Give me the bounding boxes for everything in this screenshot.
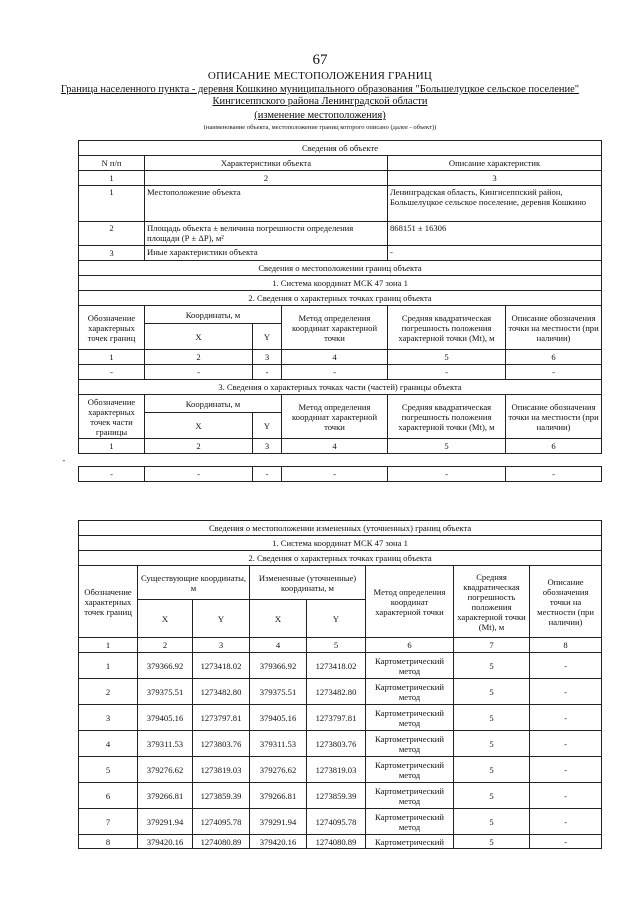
changed-y: 1273797.81 [307,705,366,731]
col-point-header: Обозначение характерных точек границ [79,306,145,350]
point-description: - [530,809,602,835]
changed-section-title: Сведения о местоположении измененных (уточненных) границ объекта [79,521,602,536]
table-row [79,679,602,705]
col-descr-header: Описание обозначения точки на местности (при наличии) [506,395,602,439]
col-method-header: Метод определения координат характерной точки [282,395,388,439]
method: Картометрический метод [366,731,454,757]
col-desc-header: Описание характеристик [388,156,602,171]
object-name-line1: Граница населенного пункта - деревня Кошкино муниципального образования "Большелуцкое сельское поселение" [60,84,580,95]
col-index: 1 [79,350,145,365]
point-number: 8 [79,835,138,849]
empty-cell: - [282,365,388,380]
col-descr-header: Описание обозначения точки на местности (при наличии) [530,566,602,638]
col-index: 6 [366,638,454,653]
col-index: 7 [454,638,530,653]
col-method-header: Метод определения координат характерной точки [366,566,454,638]
gap-dash: - [62,455,66,465]
col-index: 5 [388,439,506,454]
point-number: 2 [79,679,138,705]
table-row [79,365,602,380]
object-section-title: Сведения об объекте [79,141,602,156]
changed-x: 379276.62 [250,757,307,783]
empty-cell: - [145,365,253,380]
existing-x: 379276.62 [138,757,193,783]
col-x-header: X [145,324,253,350]
col-index: 2 [145,439,253,454]
col-changed-header: Измененные (уточненные) координаты, м [250,566,366,600]
col-x-header: X [250,600,307,638]
col-index: 5 [307,638,366,653]
row-characteristic: Площадь объекта ± величина погрешности определения площади (Р ± ΔР), м² [145,222,388,246]
empty-cell: - [506,365,602,380]
col-index: 2 [145,171,388,186]
error: 5 [454,809,530,835]
col-method-header: Метод определения координат характерной точки [282,306,388,350]
empty-cell: - [145,467,253,482]
object-hint: (наименование объекта, местоположение границ которого описано (далее - объект)) [203,124,437,131]
changed-x: 379266.81 [250,783,307,809]
existing-x: 379420.16 [138,835,193,849]
error: 5 [454,835,530,849]
col-y-header: Y [253,413,282,439]
col-error-header: Средняя квадратическая погрешность положения характерной точки (Mt), м [388,395,506,439]
existing-y: 1273797.81 [193,705,250,731]
point-number: 7 [79,809,138,835]
row-description: 868151 ± 16306 [388,222,602,246]
error: 5 [454,731,530,757]
method: Картометрический метод [366,783,454,809]
method: Картометрический метод [366,679,454,705]
changed-x: 379405.16 [250,705,307,731]
row-description: - [388,246,602,261]
error: 5 [454,757,530,783]
changed-y: 1273859.39 [307,783,366,809]
existing-y: 1273859.39 [193,783,250,809]
point-description: - [530,731,602,757]
method: Картометрический [366,835,454,849]
table-row [79,467,602,482]
col-index: 5 [388,350,506,365]
row-number: 3 [79,246,145,261]
col-index: 2 [145,350,253,365]
col-num-header: N п/п [79,156,145,171]
points-section-title: 2. Сведения о характерных точках границ объекта [79,551,602,566]
table-row [79,731,602,757]
changed-y: 1274080.89 [307,835,366,849]
empty-cell: - [388,467,506,482]
points-section-title: 2. Сведения о характерных точках границ объекта [79,291,602,306]
col-index: 2 [138,638,193,653]
col-index: 8 [530,638,602,653]
row-characteristic: Иные характеристики объекта [145,246,388,261]
changed-x: 379311.53 [250,731,307,757]
col-index: 3 [193,638,250,653]
col-index: 6 [506,350,602,365]
col-y-header: Y [307,600,366,638]
col-y-header: Y [253,324,282,350]
changed-y: 1273418.02 [307,653,366,679]
point-number: 6 [79,783,138,809]
point-number: 5 [79,757,138,783]
error: 5 [454,653,530,679]
point-description: - [530,757,602,783]
changed-x: 379291.94 [250,809,307,835]
gap-row [62,454,602,467]
existing-x: 379375.51 [138,679,193,705]
col-index: 6 [506,439,602,454]
object-boundaries-table [62,140,602,482]
col-index: 3 [253,350,282,365]
part-section-title: 3. Сведения о характерных точках части (частей) границы объекта [79,380,602,395]
row-characteristic: Местоположение объекта [145,186,388,222]
point-number: 4 [79,731,138,757]
row-number: 1 [79,186,145,222]
col-index: 4 [250,638,307,653]
col-error-header: Средняя квадратическая погрешность положения характерной точки (Mt), м [454,566,530,638]
col-index: 1 [79,439,145,454]
existing-y: 1273482.80 [193,679,250,705]
empty-cell: - [506,467,602,482]
point-description: - [530,705,602,731]
table-row [79,653,602,679]
existing-x: 379266.81 [138,783,193,809]
existing-x: 379291.94 [138,809,193,835]
col-descr-header: Описание обозначения точки на местности (при наличии) [506,306,602,350]
method: Картометрический метод [366,705,454,731]
empty-cell: - [79,365,145,380]
col-x-header: X [138,600,193,638]
existing-y: 1274080.89 [193,835,250,849]
changed-x: 379420.16 [250,835,307,849]
changed-x: 379366.92 [250,653,307,679]
error: 5 [454,705,530,731]
empty-cell: - [388,365,506,380]
empty-cell: - [282,467,388,482]
existing-y: 1274095.78 [193,809,250,835]
existing-y: 1273819.03 [193,757,250,783]
col-point-header: Обозначение характерных точек границ [79,566,138,638]
col-point-part-header: Обозначение характерных точек части границы [79,395,145,439]
row-description: Ленинградская область, Кингисеппский район, Большелуцкое сельское поселение, деревня Кошкино [388,186,602,222]
col-y-header: Y [193,600,250,638]
col-existing-header: Существующие координаты, м [138,566,250,600]
changed-y: 1273803.76 [307,731,366,757]
table-row [79,835,602,849]
col-index: 4 [282,350,388,365]
change-note: (изменение местоположения) [254,110,386,121]
col-index: 3 [253,439,282,454]
method: Картометрический метод [366,757,454,783]
empty-cell: - [79,467,145,482]
table-row [79,246,602,261]
table-row [79,757,602,783]
point-description: - [530,835,602,849]
method: Картометрический метод [366,809,454,835]
col-coords-header: Координаты, м [145,395,282,413]
col-index: 3 [388,171,602,186]
object-name [40,84,600,108]
col-coords-header: Координаты, м [145,306,282,324]
boundaries-section-title: Сведения о местоположении границ объекта [79,261,602,276]
changed-y: 1273819.03 [307,757,366,783]
col-index: 1 [79,638,138,653]
coordinate-system: 1. Система координат МСК 47 зона 1 [79,536,602,551]
error: 5 [454,783,530,809]
changed-x: 379375.51 [250,679,307,705]
point-description: - [530,783,602,809]
object-name-line2: Кингисеппского района Ленинградской области [212,96,428,107]
changed-y: 1273482.80 [307,679,366,705]
col-error-header: Средняя квадратическая погрешность положения характерной точки (Mt), м [388,306,506,350]
point-description: - [530,679,602,705]
table-row [79,809,602,835]
col-index: 4 [282,439,388,454]
error: 5 [454,679,530,705]
existing-y: 1273803.76 [193,731,250,757]
col-index: 1 [79,171,145,186]
empty-cell: - [253,467,282,482]
changed-boundaries-table [78,520,602,849]
table-row [79,222,602,246]
page-number: 67 [312,52,328,68]
existing-x: 379366.92 [138,653,193,679]
col-char-header: Характеристики объекта [145,156,388,171]
point-description: - [530,653,602,679]
existing-y: 1273418.02 [193,653,250,679]
point-number: 3 [79,705,138,731]
table-row [79,186,602,222]
document-title: ОПИСАНИЕ МЕСТОПОЛОЖЕНИЯ ГРАНИЦ [207,70,433,82]
row-number: 2 [79,222,145,246]
existing-x: 379311.53 [138,731,193,757]
empty-cell: - [253,365,282,380]
changed-y: 1274095.78 [307,809,366,835]
coordinate-system: 1. Система координат МСК 47 зона 1 [79,276,602,291]
point-number: 1 [79,653,138,679]
existing-x: 379405.16 [138,705,193,731]
table-row [79,705,602,731]
method: Картометрический метод [366,653,454,679]
col-x-header: X [145,413,253,439]
table-row [79,783,602,809]
